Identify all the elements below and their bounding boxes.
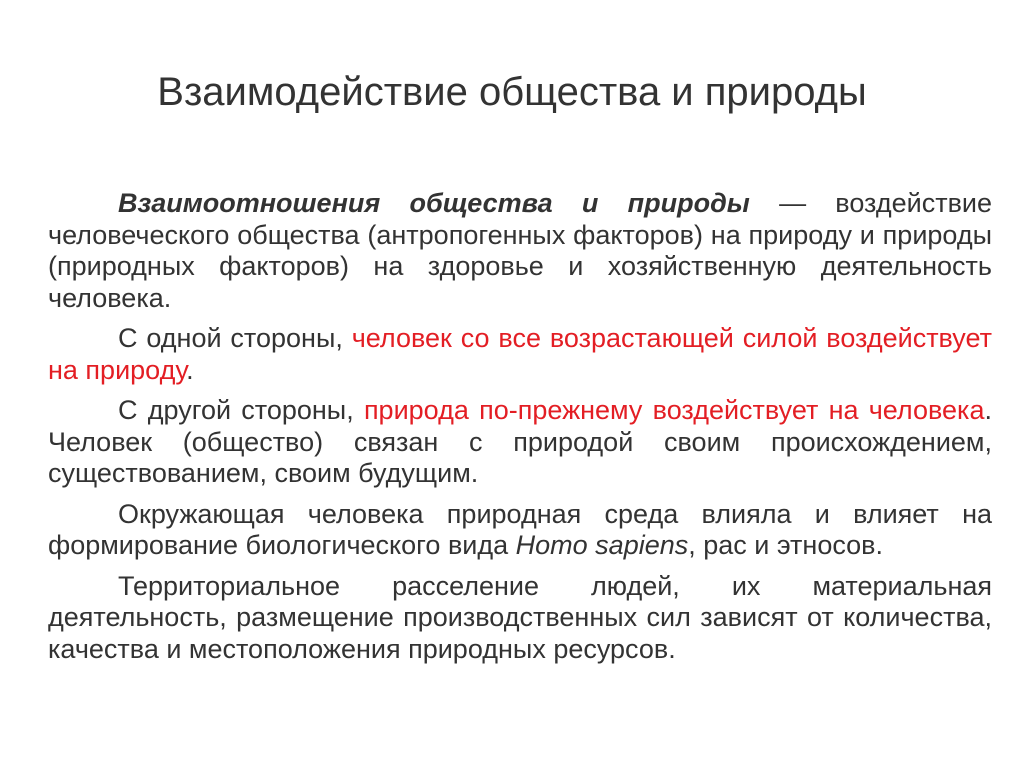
paragraph-environment xyxy=(48,499,992,562)
paragraph-text: , рас и этносов. xyxy=(688,530,884,560)
paragraph-text: С другой стороны, xyxy=(118,395,364,425)
definition-text: — воздействие человеческого общества (антропогенных факторов) на природу и природы (природных факторов) на здоровье и хозяйственную деятельность человека. xyxy=(48,188,993,313)
paragraph-definition xyxy=(48,188,992,314)
definition-term: Взаимоотношения общества и природы xyxy=(118,188,750,218)
paragraph-text: . xyxy=(186,354,194,385)
highlighted-statement: природа по-прежнему воздействует на человека xyxy=(363,395,985,425)
highlighted-statement: человек со все возрастающей силой воздействует на природу xyxy=(48,323,992,385)
paragraph-text: Окружающая человека природная среда влияла и влияет на формирование биологического вида xyxy=(48,498,992,560)
paragraph-text: . Человек (общество) связан с природой своим происхождением, существованием, своим будущим. xyxy=(48,395,992,488)
paragraph-human-on-nature xyxy=(48,323,992,386)
paragraph-nature-on-human xyxy=(48,395,992,490)
species-name: Homo sapiens xyxy=(515,530,689,560)
paragraph-text: С одной стороны, xyxy=(118,323,352,353)
paragraph-text: Территориальное расселение людей, их материальная деятельность, размещение производственных сил зависят от количества, качества и местоположения природных ресурсов. xyxy=(48,570,992,664)
slide-title: Взаимодействие общества и природы xyxy=(157,70,867,114)
slide-body xyxy=(48,188,992,665)
paragraph-settlement xyxy=(48,571,992,666)
